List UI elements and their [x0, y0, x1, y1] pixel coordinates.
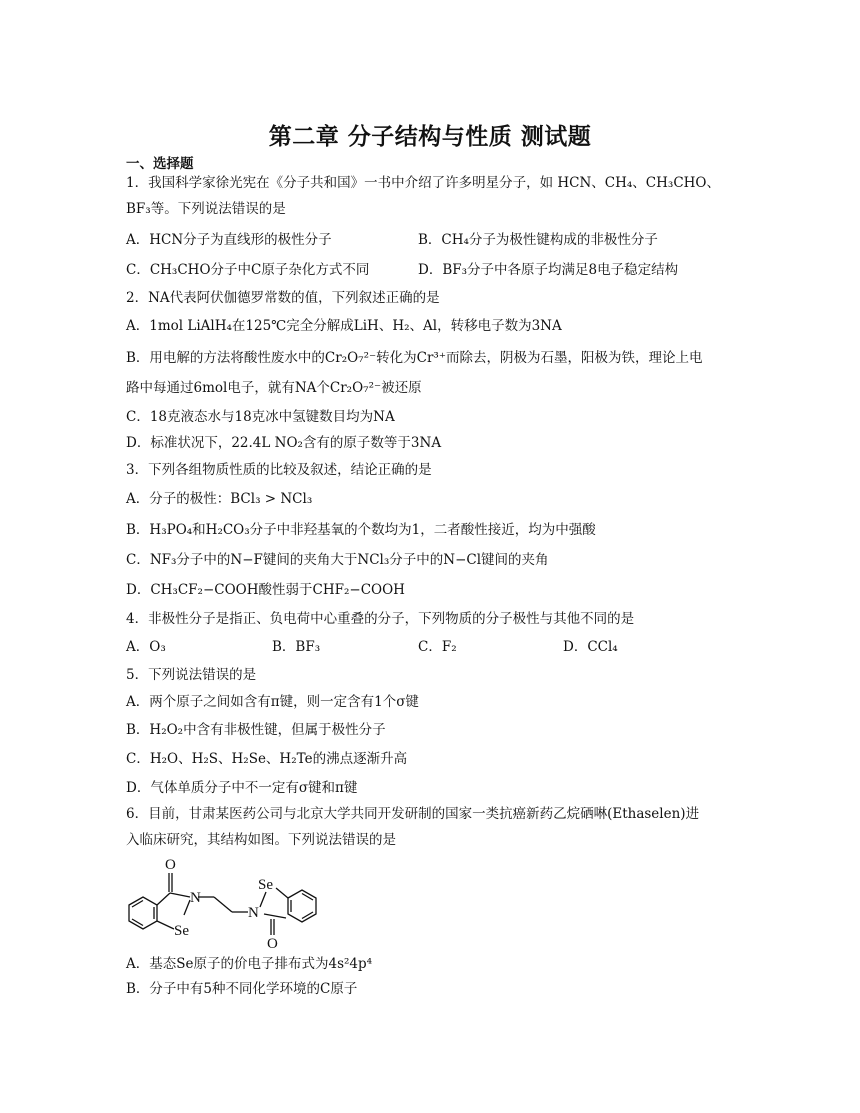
- q4-option-b: B．BF₃: [272, 639, 321, 655]
- q6-stem-line1: 6．目前，甘肃某医药公司与北京大学共同开发研制的国家一类抗癌新药乙烷硒啉(Ethaselen)进: [126, 806, 700, 822]
- section-heading: 一、选择题: [126, 156, 194, 172]
- q2-option-c: C．18克液态水与18克冰中氢键数目均为NA: [126, 409, 395, 425]
- q1-option-a: A．HCN分子为直线形的极性分子: [126, 232, 332, 248]
- atom-o-left: O: [165, 857, 176, 873]
- q4-option-a: A．O₃: [126, 639, 166, 655]
- q3-option-c: C．NF₃分子中的N−F键间的夹角大于NCl₃分子中的N−Cl键间的夹角: [126, 552, 549, 568]
- atom-n-left: N: [190, 890, 201, 906]
- q2-option-b-line2: 路中每通过6mol电子，就有NA个Cr₂O₇²⁻被还原: [126, 380, 422, 396]
- q3-option-d: D．CH₃CF₂−COOH酸性弱于CHF₂−COOH: [126, 582, 405, 598]
- q2-option-b-line1: B．用电解的方法将酸性废水中的Cr₂O₇²⁻转化为Cr³⁺而除去，阴极为石墨，阳极为铁，理论上电: [126, 350, 703, 366]
- q3-stem: 3．下列各组物质性质的比较及叙述，结论正确的是: [126, 462, 432, 478]
- q1-option-b: B．CH₄分子为极性键构成的非极性分子: [418, 232, 658, 248]
- atom-se-right: Se: [258, 877, 273, 893]
- q4-option-d: D．CCl₄: [563, 639, 618, 655]
- q1-option-d: D．BF₃分子中各原子均满足8电子稳定结构: [418, 262, 679, 278]
- q4-option-c: C．F₂: [418, 639, 457, 655]
- q2-option-a: A．1mol LiAlH₄在125℃完全分解成LiH、H₂、Al，转移电子数为3NA: [126, 318, 562, 334]
- q4-stem: 4．非极性分子是指正、负电荷中心重叠的分子，下列物质的分子极性与其他不同的是: [126, 611, 635, 627]
- q1-stem-line1: 1．我国科学家徐光宪在《分子共和国》一书中介绍了许多明星分子，如 HCN、CH₄、CH₃CHO、: [126, 175, 720, 191]
- q1-option-c: C．CH₃CHO分子中C原子杂化方式不同: [126, 262, 370, 278]
- q6-stem-line2: 入临床研究，其结构如图。下列说法错误的是: [126, 832, 396, 848]
- q5-option-b: B．H₂O₂中含有非极性键，但属于极性分子: [126, 722, 386, 738]
- q1-stem-line2: BF₃等。下列说法错误的是: [126, 201, 286, 217]
- q6-option-a: A．基态Se原子的价电子排布式为4s²4p⁴: [126, 956, 373, 972]
- atom-se-left: Se: [174, 923, 189, 939]
- q5-stem: 5．下列说法错误的是: [126, 667, 257, 683]
- q3-option-b: B．H₃PO₄和H₂CO₃分子中非羟基氧的个数均为1，二者酸性接近，均为中强酸: [126, 522, 596, 538]
- atom-o-right: O: [267, 936, 278, 950]
- page-title: 第二章 分子结构与性质 测试题: [268, 124, 592, 150]
- q5-option-d: D．气体单质分子中不一定有σ键和π键: [126, 780, 358, 796]
- q5-option-c: C．H₂O、H₂S、H₂Se、H₂Te的沸点逐渐升高: [126, 751, 408, 767]
- q2-stem: 2．NA代表阿伏伽德罗常数的值，下列叙述正确的是: [126, 290, 440, 306]
- q5-option-a: A．两个原子之间如含有π键，则一定含有1个σ键: [126, 694, 419, 710]
- ethaselen-structure-diagram: [124, 855, 344, 950]
- q2-option-d: D．标准状况下，22.4L NO₂含有的原子数等于3NA: [126, 435, 442, 451]
- q3-option-a: A．分子的极性：BCl₃ > NCl₃: [126, 491, 313, 507]
- atom-n-right: N: [248, 905, 259, 921]
- q6-option-b: B．分子中有5种不同化学环境的C原子: [126, 981, 358, 997]
